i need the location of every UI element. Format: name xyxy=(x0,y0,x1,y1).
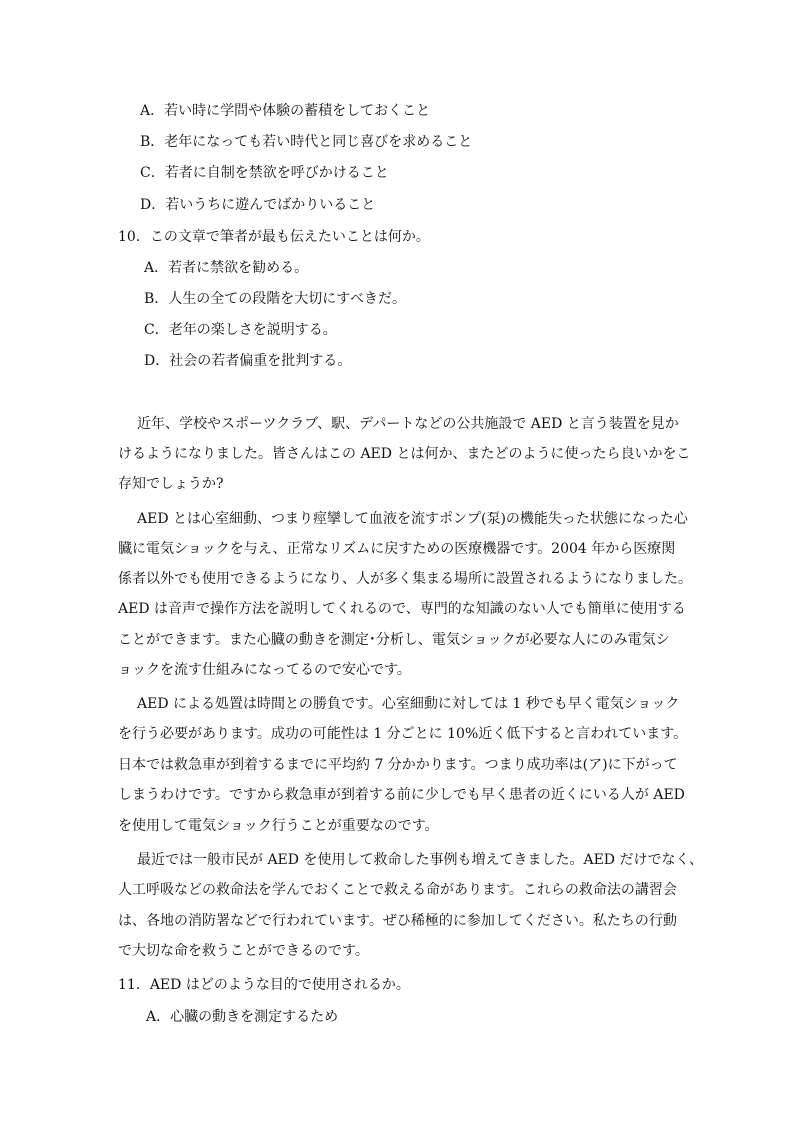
passage-line: AED は音声で操作方法を説明してくれるので、専門的な知識のない人でも簡単に使用する xyxy=(118,601,686,617)
q11-option-a: A．心臓の動きを測定するため xyxy=(146,1009,339,1025)
passage-line: を使用して電気ショック行うことが重要なのです。 xyxy=(118,818,439,834)
q10-option-d: D．社会の若者偏重を批判する。 xyxy=(144,353,352,369)
q10-stem: 10．この文章で筆者が最も伝えたいことは何か。 xyxy=(118,229,430,245)
passage-line: AED とは心室細動、つまり痙攣して血液を流すポンプ(泵)の機能失った状態になった心 xyxy=(137,511,688,527)
passage-line: 存知でしょうか? xyxy=(118,476,224,492)
passage-line: 人工呼吸などの救命法を学んでおくことで救える命があります。これらの救命法の講習会 xyxy=(118,882,677,898)
passage-line: を行う必要があります。成功の可能性は 1 分ごとに 10%近く低下すると言われています。 xyxy=(118,726,688,742)
q10-option-a: A．若者に禁欲を勧める。 xyxy=(144,260,309,276)
passage-line: ョックを流す仕組みになってるので安心です。 xyxy=(118,662,411,678)
passage-line: ことができます。また心臓の動きを測定･分析し、電気ショックが必要な人にのみ電気シ xyxy=(118,632,670,648)
q9-option-c: C．若者に自制を禁欲を呼びかけること xyxy=(140,165,389,181)
passage-line: 係者以外でも使用できるようになり、人が多く集まる場所に設置されるようになりました。 xyxy=(118,571,692,587)
q10-option-b: B．人生の全ての段階を大切にすべきだ。 xyxy=(144,291,407,307)
passage-line: 臓に電気ショックを与え、正常なリズムに戻すための医療機器です。2004 年から医療関 xyxy=(118,541,676,557)
q9-option-a: A．若い時に学問や体験の蓄積をしておくこと xyxy=(140,103,431,119)
passage-line: で大切な命を救うことができるのです。 xyxy=(118,943,369,959)
passage-line: AED による処置は時間との勝負です。心室細動に対しては 1 秒でも早く電気ショック xyxy=(137,696,680,712)
q9-option-b: B．老年になっても若い時代と同じ喜びを求めること xyxy=(140,134,473,150)
passage-line: けるようになりました。皆さんはこの AED とは何か、またどのように使ったら良いかをこ xyxy=(118,446,691,462)
passage-line: 最近では一般市民が AED を使用して救命した事例も増えてきました。AED だけでなく、 xyxy=(137,852,704,868)
q11-stem: 11．AED はどのような目的で使用されるか。 xyxy=(118,977,410,993)
passage-line: は、各地の消防署などで行われています。ぜひ稀極的に参加してください。私たちの行動 xyxy=(118,913,677,929)
q10-option-c: C．老年の楽しさを説明する。 xyxy=(144,322,337,338)
passage-line: 日本では救急車が到着するまでに平均約 7 分かかります。つまり成功率は(ア)に下がって xyxy=(118,757,678,773)
passage-line: 近年、学校やスポーツクラブ、駅、デパートなどの公共施設で AED と言う装置を見か xyxy=(137,416,679,432)
passage-line: しまうわけです。ですから救急車が到着する前に少しでも早く患者の近くにいる人が AED xyxy=(118,787,685,803)
q9-option-d: D．若いうちに遊んでばかりいること xyxy=(140,197,376,213)
